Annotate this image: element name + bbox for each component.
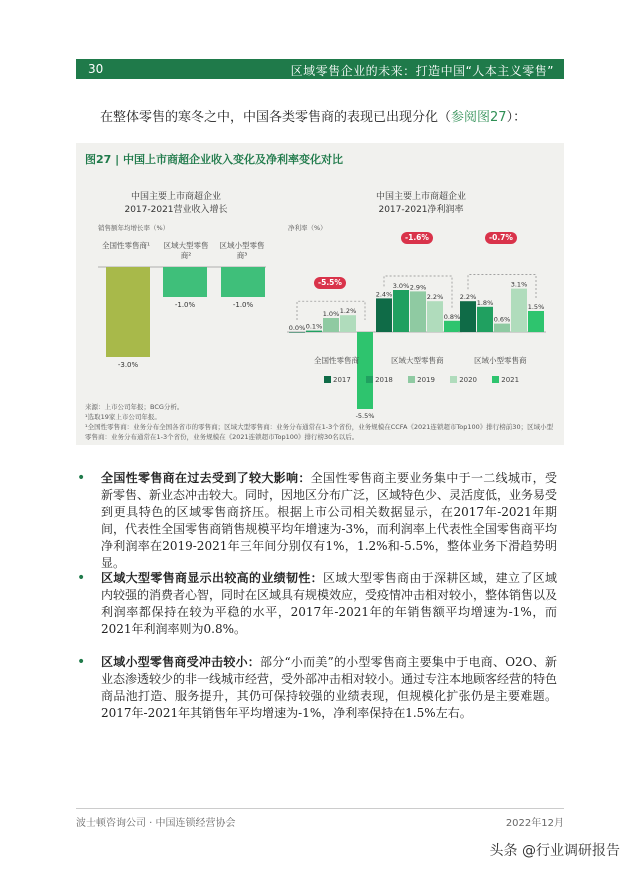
legend-swatch-2019 [408, 376, 415, 383]
right-bar-2-2019 [494, 324, 510, 332]
right-bar-2-2020 [511, 289, 527, 332]
figure-title: 图27 | 中国上市商超企业收入变化及净利率变化对比 [85, 153, 343, 166]
right-value-2-2019: 0.6% [493, 315, 511, 324]
bullet-text [101, 654, 557, 722]
source-note-2: ¹全国性零售商：业务分布全国各省市的零售商；区域大型零售商：业务分布通常在1-3个省份，业务规模在CCFA《2021连锁超市Top100》排行榜前30；区域小型零售商：业务分布通常在1-3个省份，业务规模在《2021连锁超市Top100》排行榜30名以后。 [85, 423, 554, 441]
footer-divider [76, 808, 564, 809]
right-bar-0-2019 [323, 318, 339, 332]
left-chart-title-line1: 中国主要上市商超企业 [130, 192, 221, 202]
right-bar-1-2021 [444, 321, 460, 332]
left-category-regional-small: 区域小型零售商³ [219, 241, 265, 260]
right-bar-1-2019 [410, 291, 426, 332]
right-value-2-2017: 2.2% [459, 293, 477, 302]
legend-item-2017 [324, 376, 351, 384]
bullet-dot-icon: • [77, 570, 86, 586]
left-bar-national [106, 267, 150, 357]
bullet-body: 全国性零售商主要业务集中于一二线城市，受新零售、新业态冲击较大。同时，因地区分布广泛，区域特色少、灵活度低，业务易受到更具特色的区域零售商挤压。根据上市公司相关数据显示，在2017年-2021年期间，代表性全国零售商销售规模平均年增速为-3%，而利润率上代表性全国零售商平均净利润率在2019-2021年三年间分别仅有1%，1.2%和-5.5%，整体业务下滑趋势明显。 [101, 471, 558, 570]
footer-date: 2022年12月 [505, 818, 564, 829]
right-chart-legend [324, 376, 532, 384]
right-chart-title-line1: 中国主要上市商超企业 [375, 192, 466, 202]
left-bar-regional-small [221, 267, 265, 297]
legend-item-2020 [450, 376, 477, 384]
bullet-text [101, 470, 557, 572]
bullet-heading: 区域小型零售商受冲击较小： [101, 655, 261, 669]
right-value-1-2018: 3.0% [392, 282, 410, 290]
right-value-1-2019: 2.9% [409, 283, 427, 292]
right-value-0-2020: 1.2% [339, 307, 357, 316]
header-title: 区域零售企业的未来：打造中国“人本主义零售” [290, 64, 554, 78]
legend-label-2020: 2020 [459, 376, 478, 384]
right-category-national: 全国性零售商 [314, 356, 359, 365]
left-category-national: 全国性零售商¹ [101, 241, 150, 250]
change-badge-national: -5.5% [314, 277, 346, 289]
left-chart-title-line2: 2017-2021营业收入增长 [124, 205, 228, 215]
legend-label-2017: 2017 [333, 376, 351, 384]
legend-item-2019 [408, 376, 435, 384]
legend-swatch-2017 [324, 376, 331, 383]
legend-item-2018 [366, 376, 393, 384]
left-category-regional-large: 区域大型零售商² [163, 241, 209, 260]
right-value-0-2019: 1.0% [322, 310, 340, 318]
legend-label-2019: 2019 [417, 376, 435, 384]
bullet-dot-icon: • [77, 654, 86, 670]
bullet-body: 区域大型零售商由于深耕区域，建立了区域内较强的消费者心智，同时在区域具有规模效应，受疫情冲击相对较小，整体销售以及利润率都保持在较为平稳的水平，2017年-2021年的年销售额平均增速为-1%，而2021年利润率则为0.8%。 [101, 571, 558, 636]
intro-tail: ）： [506, 110, 527, 125]
footer-left: 波士顿咨询公司 · 中国连锁经营协会 [76, 818, 236, 829]
right-bar-0-2017 [289, 332, 305, 333]
left-value-regional-large: -1.0% [174, 301, 196, 309]
right-bar-1-2020 [427, 301, 443, 332]
right-category-regional-large: 区域大型零售商 [391, 356, 444, 365]
left-bar-regional-large [163, 267, 207, 297]
figure-panel [76, 143, 564, 445]
right-value-2-2021: 1.5% [527, 303, 545, 311]
right-value-1-2021: 0.8% [443, 312, 461, 321]
right-bar-2-2017 [460, 301, 476, 332]
intro-paragraph [100, 106, 526, 125]
right-bar-0-2018 [306, 331, 322, 332]
right-value-0-2017: 0.0% [288, 324, 306, 332]
bullet-text [101, 570, 557, 638]
change-badge-regional-small: -0.7% [485, 232, 517, 244]
page-number: 30 [88, 62, 104, 76]
figure-reference-link[interactable]: 参阅图27 [451, 110, 507, 125]
bullet-heading: 全国性零售商在过去受到了较大影响： [101, 471, 311, 485]
right-bars-group [287, 275, 546, 409]
legend-swatch-2020 [450, 376, 457, 383]
watermark: 头条 @行业调研报告 [489, 843, 620, 859]
legend-item-2021 [492, 376, 519, 384]
intro-text: 在整体零售的寒冬之中，中国各类零售商的表现已出现分化（ [100, 110, 452, 125]
right-value-0-2021: -5.5% [355, 412, 375, 420]
right-value-0-2018: 0.1% [305, 322, 323, 331]
right-category-regional-small: 区域小型零售商 [474, 356, 527, 365]
page-header-bar [76, 59, 564, 79]
right-bar-0-2020 [340, 315, 356, 332]
legend-label-2018: 2018 [375, 376, 393, 384]
legend-swatch-2021 [492, 376, 499, 383]
right-value-2-2018: 1.8% [476, 298, 494, 307]
bullet-heading: 区域大型零售商显示出较高的业绩韧性： [101, 571, 323, 585]
legend-label-2021: 2021 [501, 376, 520, 384]
right-value-2-2020: 3.1% [510, 280, 528, 289]
right-bar-2-2021 [528, 311, 544, 332]
figure-source-notes [85, 402, 555, 442]
right-chart-ylabel: 净利率（%） [288, 224, 327, 232]
right-bar-1-2017 [376, 298, 392, 332]
right-chart-title-line2: 2017-2021净利润率 [378, 205, 464, 215]
legend-swatch-2018 [366, 376, 373, 383]
right-bar-2-2018 [477, 307, 493, 332]
change-badge-regional-large: -1.6% [401, 232, 433, 244]
charts-svg [76, 143, 564, 445]
right-value-1-2017: 2.4% [375, 290, 393, 299]
source-note-1: ¹选取19家上市公司年报。 [85, 413, 161, 421]
right-bar-1-2018 [393, 290, 409, 332]
right-value-1-2020: 2.2% [426, 293, 444, 302]
left-value-national: -3.0% [117, 361, 139, 369]
right-bar-0-2021 [357, 332, 373, 409]
left-value-regional-small: -1.0% [232, 301, 254, 309]
bullet-dot-icon: • [77, 470, 86, 486]
bullet-body: 部分“小而美”的小型零售商主要集中于电商、O2O、新业态渗透较少的非一线城市经营，受外部冲击相对较小。通过专注本地顾客经营的特色商品池打造、服务提升，其仍可保持较强的业绩表现，但规模化扩张仍是主要难题。2017年-2021年其销售年平均增速为-1%，净利率保持在1.5%左右。 [101, 655, 558, 720]
source-line: 来源：上市公司年报；BCG分析。 [85, 403, 184, 411]
left-chart-ylabel: 销售额年均增长率（%） [98, 224, 170, 232]
right-chart-title [361, 191, 481, 217]
